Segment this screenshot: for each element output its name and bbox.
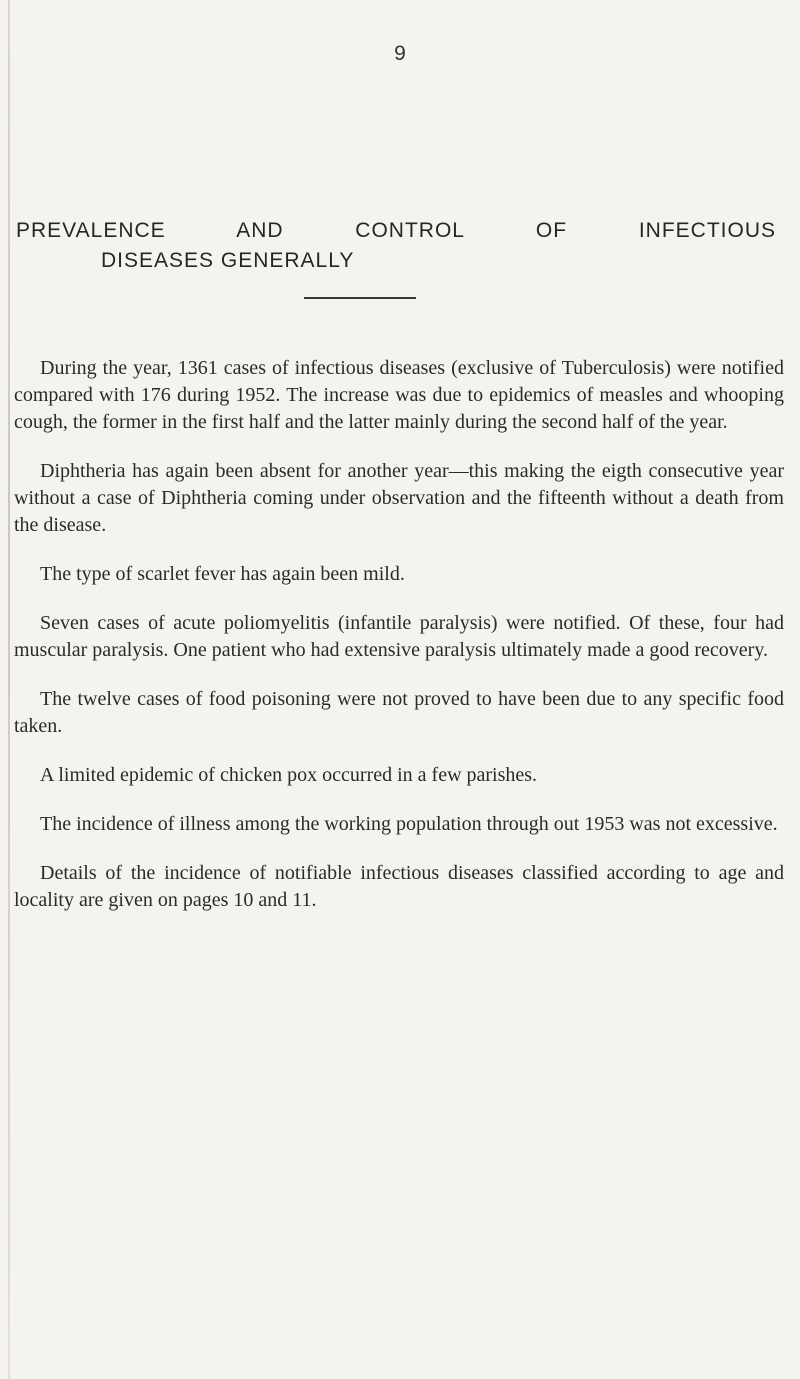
paragraph-food-poisoning: The twelve cases of food poisoning were not proved to have been due to any specific food taken. — [14, 688, 784, 737]
paragraph-details: Details of the incidence of notifiable infectious diseases classified according to age and locality are given on pages 10 and 11. — [14, 862, 784, 911]
heading-line-2: DISEASES GENERALLY — [101, 249, 355, 272]
paragraph-scarlet-fever: The type of scarlet fever has again been mild. — [40, 563, 405, 585]
paragraph-infectious-cases: During the year, 1361 cases of infectious diseases (exclusive of Tuberculosis) were notified compared with 176 during 1952. The increase was due to epidemics of measles and whooping cough, the former in the first half and the latter mainly during the second half of the year. — [14, 357, 784, 433]
page-edge — [8, 0, 10, 1379]
paragraph-working-population: The incidence of illness among the working population through out 1953 was not excessive. — [40, 813, 778, 835]
paragraph-diphtheria: Diphtheria has again been absent for another year—this making the eigth consecutive year without a case of Diphtheria coming under observation and the fifteenth without a death from the disease. — [14, 460, 784, 536]
heading-line-1: PREVALENCE AND CONTROL OF INFECTIOUS — [16, 219, 776, 242]
body-text — [14, 355, 784, 936]
heading-divider — [304, 297, 416, 299]
section-heading — [16, 216, 776, 276]
paragraph-chicken-pox: A limited epidemic of chicken pox occurred in a few parishes. — [40, 764, 538, 786]
paragraph-poliomyelitis: Seven cases of acute poliomyelitis (infantile paralysis) were notified. Of these, four had muscular paralysis. One patient who had extensive paralysis ultimately made a good recovery. — [14, 612, 784, 661]
page-number: 9 — [394, 42, 406, 65]
